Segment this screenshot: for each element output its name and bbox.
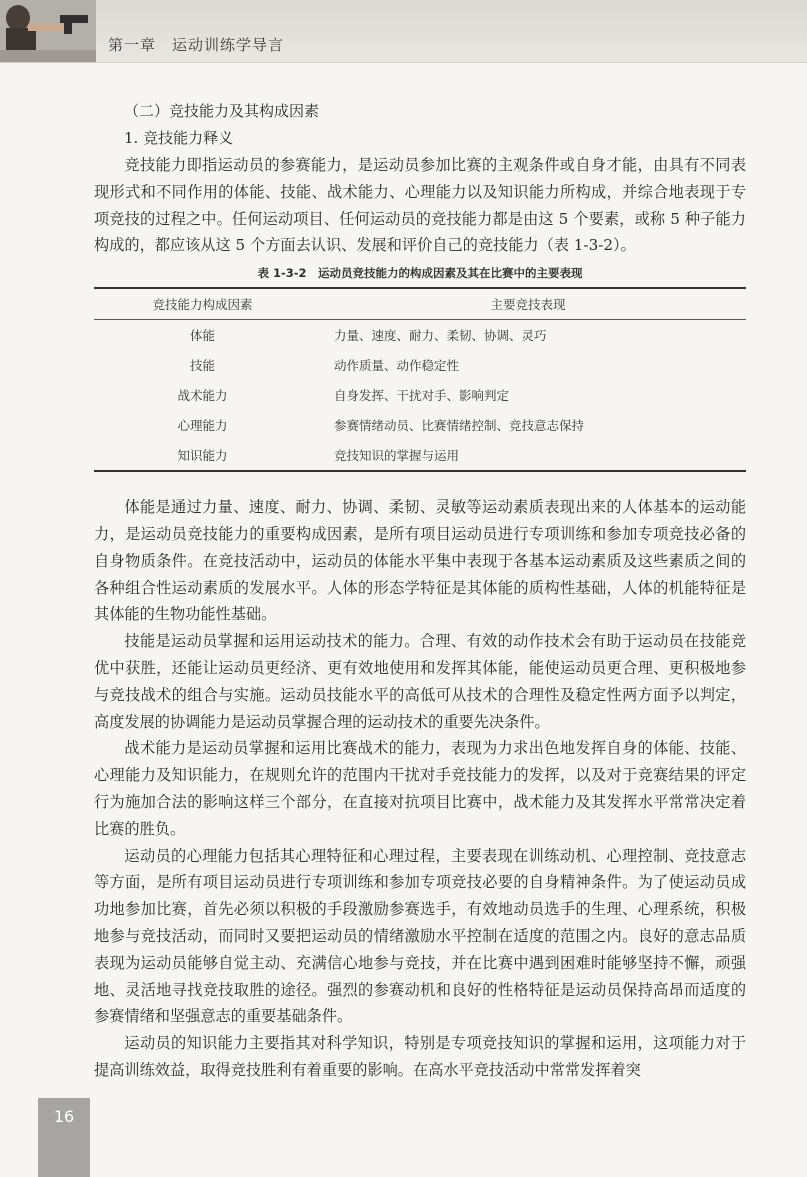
table-row bbox=[94, 320, 746, 351]
paragraph-tactical-ability: 战术能力是运动员掌握和运用比赛战术的能力，表现为力求出色地发挥自身的体能、技能、心理能力及知识能力，在规则允许的范围内干扰对手竞技能力的发挥，以及对于竞赛结果的评定行为施加合法的影响这样三个部分，在直接对抗项目比赛中，战术能力及其发挥水平常常决定着比赛的胜负。 bbox=[94, 739, 746, 838]
table-cell-factor: 心理能力 bbox=[177, 418, 228, 434]
chapter-title: 第一章 运动训练学导言 bbox=[108, 36, 285, 54]
table-cell-factor: 知识能力 bbox=[94, 440, 311, 471]
page-number-tab bbox=[38, 1098, 90, 1177]
paragraph-definition: 竞技能力即指运动员的参赛能力，是运动员参加比赛的主观条件或自身才能，由具有不同表现形式和不同作用的体能、技能、战术能力、心理能力以及知识能力所构成，并综合地表现于专项竞技的过程之中。任何运动项目、任何运动员的竞技能力都是由这 5 个要素，或称 5 种子能力构成的，都应该从这 5 个方面去认识、发展和评价自己的竞技能力（表 1-3-2）。 bbox=[94, 156, 746, 255]
table-cell-factor: 体能 bbox=[189, 328, 215, 344]
table-row bbox=[94, 410, 746, 440]
table-cell-performance: 参赛情绪动员、比赛情绪控制、竞技意志保持 bbox=[334, 418, 585, 434]
paragraph-technical-ability: 技能是运动员掌握和运用运动技术的能力。合理、有效的动作技术会有助于运动员在技能竞优中获胜，还能让运动员更经济、更有效地使用和发挥其体能，能使运动员更合理、更积极地参与竞技战术的组合与实施。运动员技能水平的高低可从技术的合理性及稳定性两方面予以判定，高度发展的协调能力是运动员掌握合理的运动技术的重要先决条件。 bbox=[94, 632, 746, 731]
table-cell-performance: 力量、速度、耐力、柔韧、协调、灵巧 bbox=[334, 328, 547, 344]
table-cell-performance: 动作质量、动作稳定性 bbox=[334, 358, 460, 374]
table-cell-performance: 自身发挥、干扰对手、影响判定 bbox=[334, 388, 510, 404]
ability-factors-table bbox=[94, 287, 746, 472]
paragraph-psychological-ability: 运动员的心理能力包括其心理特征和心理过程，主要表现在训练动机、心理控制、竞技意志等方面，是所有项目运动员进行专项训练和参加专项竞技必要的自身精神条件。为了使运动员成功地参加比赛，首先必须以积极的手段激励参赛选手，有效地动员选手的生理、心理系统，积极地参与竞技活动，而同时又要把运动员的情绪激励水平控制在适度的范围之内。良好的意志品质表现为运动员能够自觉主动、充满信心地参与竞技，并在比赛中遇到困难时能够坚持不懈，顽强地、灵活地寻找竞技取胜的途径。强烈的参赛动机和良好的性格特征是运动员保持高昂而适度的参赛情绪和坚强意志的重要基础条件。 bbox=[94, 846, 746, 1026]
header-bar bbox=[0, 0, 807, 63]
shooter-photo bbox=[0, 0, 96, 62]
subsection-heading: 1. 竞技能力释义 bbox=[124, 129, 234, 147]
table-cell-factor: 技能 bbox=[189, 358, 215, 374]
shooter-silhouette-icon bbox=[0, 0, 96, 62]
table-row bbox=[94, 350, 746, 380]
section-heading: （二）竞技能力及其构成因素 bbox=[124, 102, 320, 120]
table-header-factor: 竞技能力构成因素 bbox=[94, 288, 311, 320]
page-number: 16 bbox=[53, 1107, 75, 1126]
paragraph-physical-ability: 体能是通过力量、速度、耐力、协调、柔韧、灵敏等运动素质表现出来的人体基本的运动能力，是运动员竞技能力的重要构成因素，是所有项目运动员进行专项训练和参加专项竞技必备的自身物质条件。在竞技活动中，运动员的体能水平集中表现于各基本运动素质及这些素质之间的各种组合性运动素质的发展水平。人体的形态学特征是其体能的质构性基础，人体的机能特征是其体能的生物功能性基础。 bbox=[94, 498, 746, 624]
table-header-performance: 主要竞技表现 bbox=[311, 288, 746, 320]
table-cell-performance: 竞技知识的掌握与运用 bbox=[311, 440, 746, 471]
table-row bbox=[94, 380, 746, 410]
page-content bbox=[94, 98, 746, 1084]
table-row bbox=[94, 440, 746, 471]
table-cell-factor: 战术能力 bbox=[177, 388, 228, 404]
paragraph-knowledge-ability: 运动员的知识能力主要指其对科学知识，特别是专项竞技知识的掌握和运用，这项能力对于提高训练效益，取得竞技胜利有着重要的影响。在高水平竞技活动中常常发挥着突 bbox=[94, 1034, 746, 1079]
table-header-row bbox=[94, 288, 746, 320]
table-caption: 表 1-3-2 运动员竞技能力的构成因素及其在比赛中的主要表现 bbox=[257, 266, 583, 281]
